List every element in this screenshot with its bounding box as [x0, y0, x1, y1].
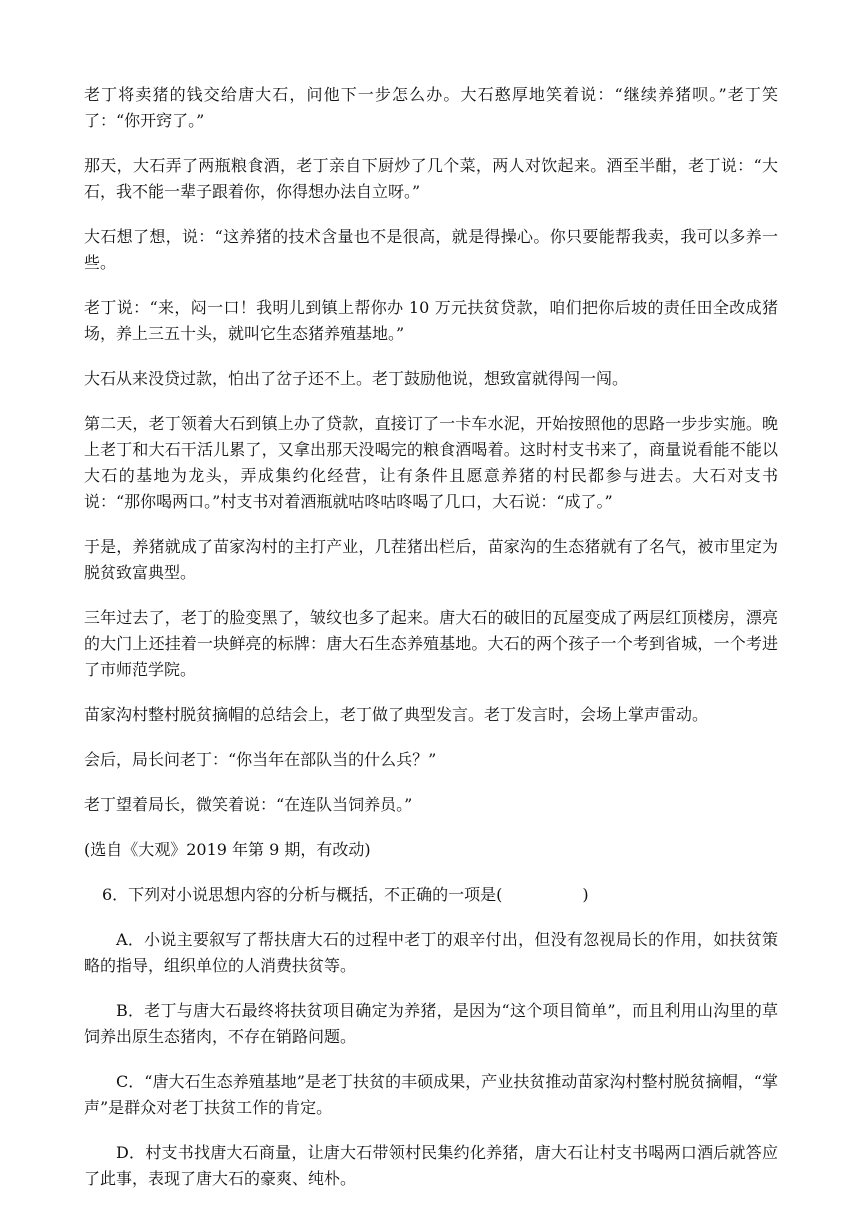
story-paragraph: 大石想了想，说：“这养猪的技术含量也不是很高，就是得操心。你只要能帮我卖，我可以多养一些。 [84, 227, 778, 272]
story-paragraph: 于是，养猪就成了苗家沟村的主打产业，几茬猪出栏后，苗家沟的生态猪就有了名气，被市里定为脱贫致富典型。 [84, 537, 778, 582]
story-paragraph: 大石从来没贷过款，怕出了岔子还不上。老丁鼓励他说，想致富就得闯一闯。 [84, 369, 629, 388]
story-paragraph: 第二天，老丁领着大石到镇上办了贷款，直接订了一卡车水泥，开始按照他的思路一步步实施。晚上老丁和大石干活儿累了，又拿出那天没喝完的粮食酒喝着。这时村支书来了，商量说看能不能以大石的基地为龙头，弄成集约化经营，让有条件且愿意养猪的村民都参与进去。大石对支书说：“那你喝两口。”村支书对着酒瓶就咕咚咕咚喝了几口，大石说：“成了。” [84, 414, 778, 511]
question-stem: 6．下列对小说思想内容的分析与概括，不正确的一项是( ) [102, 885, 589, 904]
option-b: B．老丁与唐大石最终将扶贫项目确定为养猪，是因为“这个项目简单”，而且利用山沟里的草饲养出原生态猪肉，不存在销路问题。 [84, 1001, 778, 1046]
option-a: A．小说主要叙写了帮扶唐大石的过程中老丁的艰辛付出，但没有忽视局长的作用，如扶贫策略的指导，组织单位的人消费扶贫等。 [84, 930, 778, 975]
story-paragraph: 老丁将卖猪的钱交给唐大石，问他下一步怎么办。大石憨厚地笑着说：“继续养猪呗。”老丁笑了：“你开窍了。” [84, 85, 778, 130]
story-paragraph: 老丁说：“来，闷一口！我明儿到镇上帮你办 10 万元扶贫贷款，咱们把你后坡的责任田全改成猪场，养上三五十头，就叫它生态猪养殖基地。” [84, 298, 778, 343]
source-citation: (选自《大观》2019 年第 9 期，有改动) [84, 840, 371, 859]
story-paragraph: 那天，大石弄了两瓶粮食酒，老丁亲自下厨炒了几个菜，两人对饮起来。酒至半酣，老丁说：“大石，我不能一辈子跟着你，你得想办法自立呀。” [84, 156, 778, 201]
story-paragraph: 会后，局长问老丁：“你当年在部队当的什么兵？” [84, 750, 437, 769]
story-paragraph: 苗家沟村整村脱贫摘帽的总结会上，老丁做了典型发言。老丁发言时，会场上掌声雷动。 [84, 705, 709, 724]
option-d: D．村支书找唐大石商量，让唐大石带领村民集约化养猪，唐大石让村支书喝两口酒后就答应了此事，表现了唐大石的豪爽、纯朴。 [84, 1143, 778, 1188]
story-paragraph: 老丁望着局长，微笑着说：“在连队当饲养员。” [84, 795, 413, 814]
document-page [84, 82, 778, 1211]
option-c: C．“唐大石生态养殖基地”是老丁扶贫的丰硕成果，产业扶贫推动苗家沟村整村脱贫摘帽，“掌声”是群众对老丁扶贫工作的肯定。 [84, 1072, 778, 1117]
story-paragraph: 三年过去了，老丁的脸变黑了，皱纹也多了起来。唐大石的破旧的瓦屋变成了两层红顶楼房，漂亮的大门上还挂着一块鲜亮的标牌：唐大石生态养殖基地。大石的两个孩子一个考到省城，一个考进了市师范学院。 [84, 608, 778, 679]
